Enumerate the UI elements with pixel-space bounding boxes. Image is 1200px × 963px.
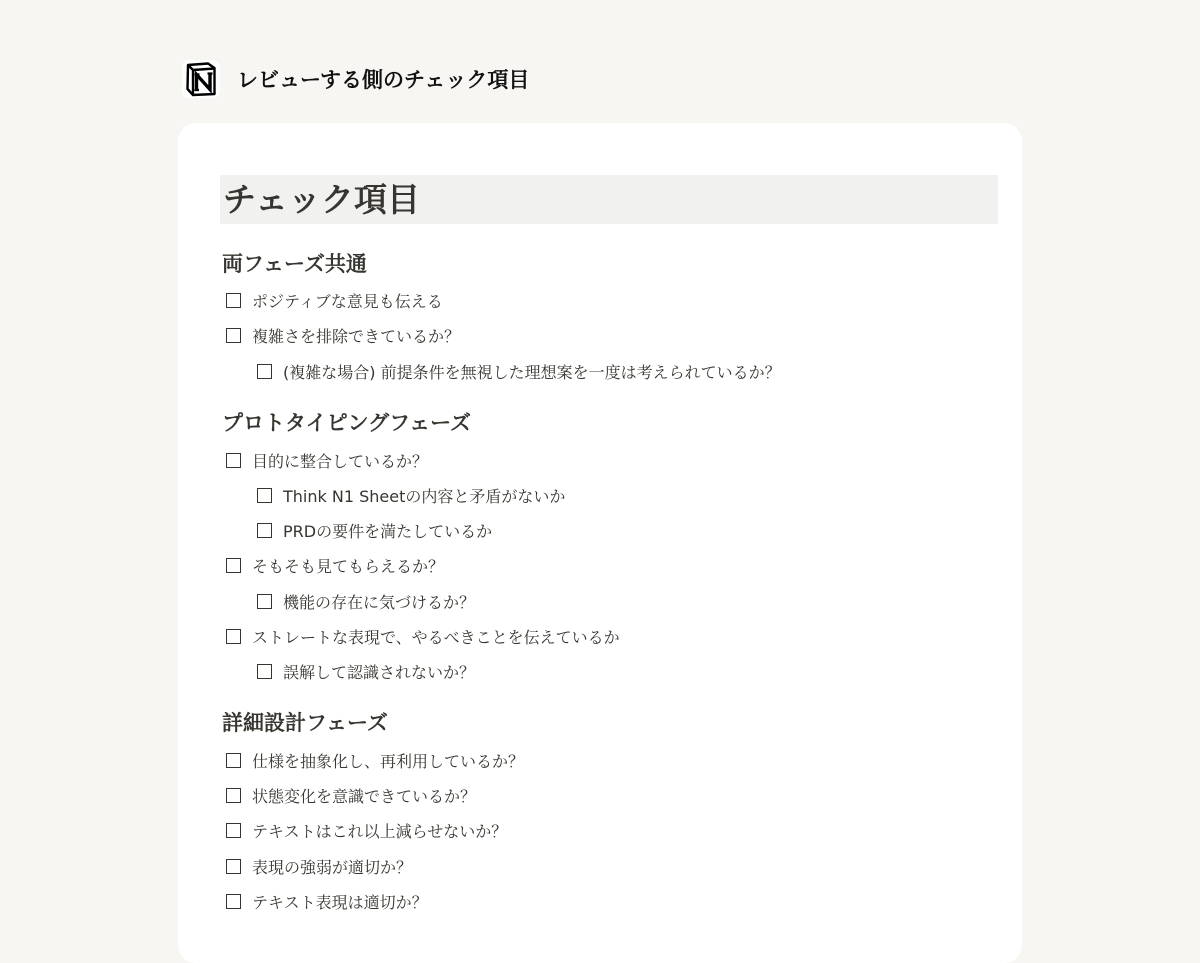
checkbox[interactable] <box>257 594 272 609</box>
todo-text: テキスト表現は適切か？ <box>252 892 428 912</box>
checkbox[interactable] <box>257 523 272 538</box>
checkbox[interactable] <box>226 453 241 468</box>
checkbox[interactable] <box>257 488 272 503</box>
todo-subitem[interactable] <box>257 586 475 616</box>
todo-text: 仕様を抽象化し、再利用しているか？ <box>252 751 525 771</box>
todo-item[interactable] <box>226 886 428 916</box>
checkbox[interactable] <box>226 788 241 803</box>
todo-subitem[interactable] <box>257 515 492 545</box>
todo-text: PRDの要件を満たしているか <box>283 521 493 541</box>
todo-text: そもそも見てもらえるか？ <box>252 556 445 576</box>
notion-logo-icon[interactable] <box>182 60 220 98</box>
checkbox[interactable] <box>226 558 241 573</box>
todo-text: 機能の存在に気づけるか？ <box>283 592 476 612</box>
checkbox[interactable] <box>226 328 241 343</box>
page-header-title: レビューする側のチェック項目 <box>237 68 530 92</box>
todo-item[interactable] <box>226 815 507 845</box>
section-heading-prototyping: プロトタイピングフェーズ <box>222 411 472 435</box>
todo-item[interactable] <box>226 780 476 810</box>
todo-text: ポジティブな意見も伝える <box>252 291 443 311</box>
todo-text: 誤解して認識されないか？ <box>283 662 476 682</box>
todo-text: Think N1 Sheetの内容と矛盾がないか <box>283 486 566 506</box>
todo-subitem[interactable] <box>257 356 781 386</box>
todo-text: テキストはこれ以上減らせないか？ <box>252 821 508 841</box>
checkbox[interactable] <box>226 894 241 909</box>
todo-text: 目的に整合しているか？ <box>252 451 429 471</box>
todo-text: 状態変化を意識できているか？ <box>252 786 477 806</box>
todo-text: 表現の強弱が適切か？ <box>252 857 413 877</box>
todo-item[interactable] <box>226 550 444 580</box>
todo-subitem[interactable] <box>257 656 475 686</box>
content-card <box>178 123 1022 963</box>
page-heading: チェック項目 <box>220 175 998 224</box>
todo-item[interactable] <box>226 320 460 350</box>
todo-item[interactable] <box>226 285 443 315</box>
checkbox[interactable] <box>226 823 241 838</box>
checkbox[interactable] <box>226 293 241 308</box>
todo-item[interactable] <box>226 745 524 775</box>
todo-item[interactable] <box>226 621 620 651</box>
checkbox[interactable] <box>226 859 241 874</box>
section-heading-common: 両フェーズ共通 <box>222 252 367 276</box>
todo-item[interactable] <box>226 445 428 475</box>
checkbox[interactable] <box>257 364 272 379</box>
todo-text: 複雑さを排除できているか？ <box>252 326 461 346</box>
todo-text: ストレートな表現で、やるべきことを伝えているか <box>252 627 620 647</box>
page-header <box>182 58 529 100</box>
todo-text: (複雑な場合) 前提条件を無視した理想案を一度は考えられているか？ <box>283 362 781 382</box>
checkbox[interactable] <box>226 629 241 644</box>
section-heading-detailed-design: 詳細設計フェーズ <box>222 711 388 735</box>
todo-subitem[interactable] <box>257 480 565 510</box>
todo-item[interactable] <box>226 851 412 881</box>
checkbox[interactable] <box>257 664 272 679</box>
checkbox[interactable] <box>226 753 241 768</box>
